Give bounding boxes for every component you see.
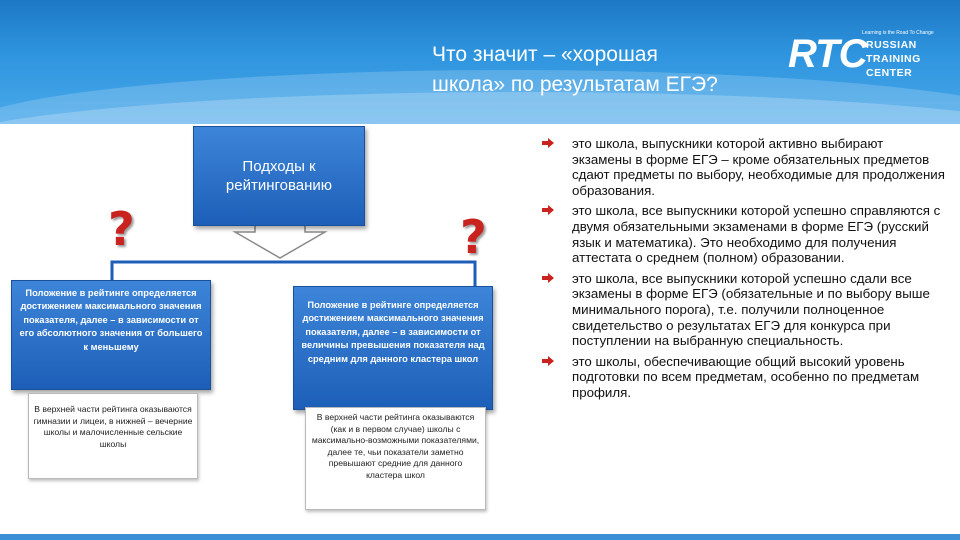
bullet-text: это школа, все выпускники которой успешно сдали все экзамены в форме ЕГЭ (обязательные и по выбору выше минимального порога), т.е. получили полноценное свидетельство о результатах ЕГЭ для конкурса при поступлении на выбранную специальность. <box>572 270 930 349</box>
slide-title <box>432 40 772 100</box>
right-note-box: В верхней части рейтинга оказываются (как и в первом случае) школы с максимально-возможными показателями, далее те, чьи показатели заметно превышают средние для данного кластера школ <box>305 407 486 510</box>
left-approach-box: Положение в рейтинге определяется достижением максимального значения показателя, далее – в зависимости от его абсолютного значения от большего к меньшему <box>11 280 211 390</box>
question-mark-right: ? <box>460 210 487 264</box>
slide-header <box>0 0 960 124</box>
bullet-text: это школа, выпускники которой активно выбирают экзамены в форме ЕГЭ – кроме обязательных предметов сдают предметы по выбору, необходимые для продолжения образования. <box>572 136 945 198</box>
red-arrow-icon <box>542 273 554 283</box>
approaches-box: Подходы к рейтингованию <box>193 126 365 226</box>
logo-mark: RTC <box>788 32 867 76</box>
bullet-item <box>540 271 945 349</box>
title-line-2: школа» по результатам ЕГЭ? <box>432 73 718 96</box>
bullet-item <box>540 136 945 198</box>
question-mark-left: ? <box>108 202 135 256</box>
bullet-text: это школа, все выпускники которой успешно справляются с двумя обязательными экзаменами в форме ЕГЭ (русский язык и математика). Это необходимо для получения аттестата о среднем (полном) образовании. <box>572 203 941 266</box>
red-arrow-icon <box>542 356 554 366</box>
bullet-list <box>540 136 945 406</box>
bottom-bar <box>0 534 960 540</box>
right-approach-box: Положение в рейтинге определяется достижением максимального значения показателя, далее – в зависимости от величины превышения показателя над средним для данного кластера школ <box>293 286 493 410</box>
logo-name-1: RUSSIAN <box>866 39 917 51</box>
rtc-logo <box>788 30 948 92</box>
red-arrow-icon <box>542 205 554 215</box>
logo-tagline: Learning is the Road To Change <box>862 30 934 36</box>
bullet-item <box>540 203 945 265</box>
logo-name-2: TRAINING <box>866 53 921 65</box>
red-arrow-icon <box>542 138 554 148</box>
logo-name-3: CENTER <box>866 67 913 79</box>
down-arrow <box>235 222 325 258</box>
title-line-1: Что значит – «хорошая <box>432 43 658 66</box>
left-note-box: В верхней части рейтинга оказываются гимназии и лицеи, в нижней – вечерние школы и малочисленные сельские школы <box>28 393 198 479</box>
bullet-text: это школы, обеспечивающие общий высокий уровень подготовки по всем предметам, особенно по предметам профиля. <box>572 353 920 400</box>
bullet-item <box>540 354 945 401</box>
